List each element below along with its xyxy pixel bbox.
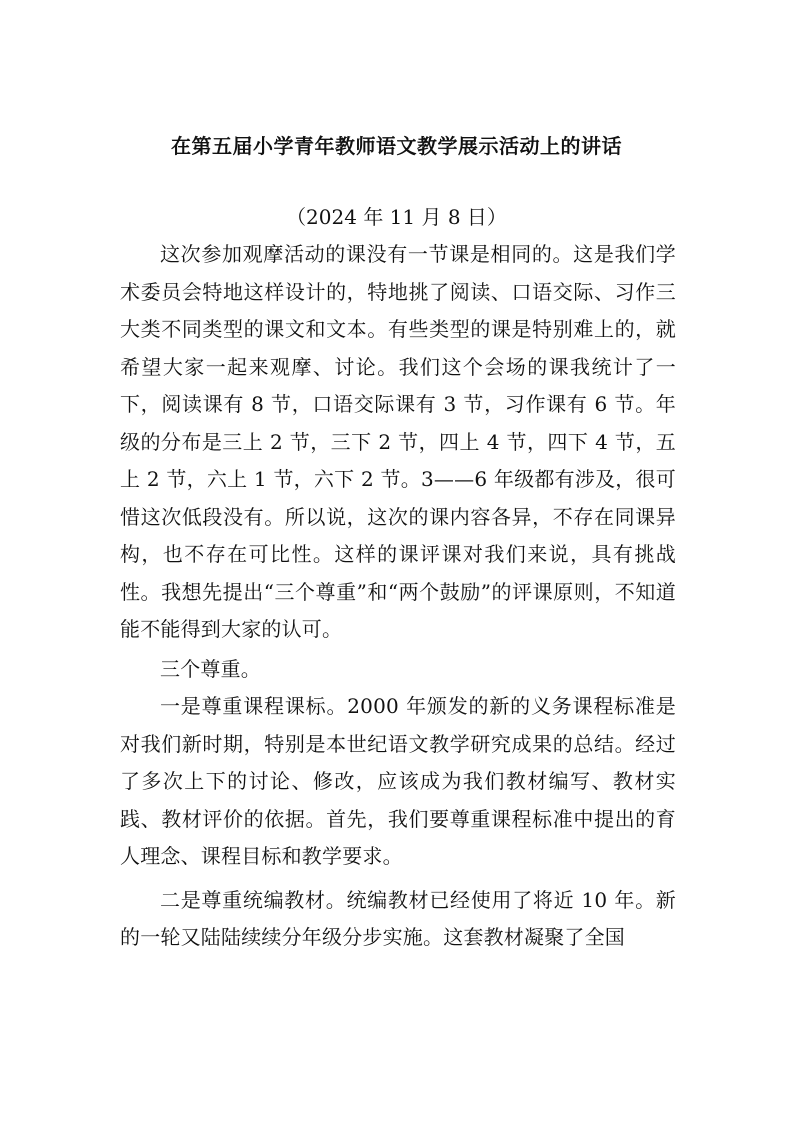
paragraph: 二是尊重统编教材。统编教材已经使用了将近 10 年。新的一轮又陆陆续续分年级分步实施。这套教材凝聚了全国: [120, 887, 676, 949]
document-body: [120, 236, 676, 957]
paragraph: 这次参加观摩活动的课没有一节课是相同的。这是我们学术委员会特地这样设计的，特地挑了阅读、口语交际、习作三大类不同类型的课文和文本。有些类型的课是特别难上的，就希望大家一起来观摩、讨论。我们这个会场的课我统计了一下，阅读课有 8 节，口语交际课有 3 节，习作课有 6 节。年级的分布是三上 2 节，三下 2 节，四上 4 节，四下 4 节，五上 2 节，六上 1 节，六下 2 节。3——6 年级都有涉及，很可惜这次低段没有。所以说，这次的课内容各异，不存在同课异构，也不存在可比性。这样的课评课对我们来说，具有挑战性。我想先提出“三个尊重”和“两个鼓励”的评课原则，不知道能不能得到大家的认可。: [120, 242, 676, 641]
paragraph: 一是尊重课程课标。2000 年颁发的新的义务课程标准是对我们新时期，特别是本世纪语文教学研究成果的总结。经过了多次上下的讨论、修改，应该成为我们教材编写、教材实践、教材评价的依据。首先，我们要尊重课程标准中提出的育人理念、课程目标和教学要求。: [120, 694, 676, 868]
document-date: （2024 年 11 月 8 日）: [286, 205, 507, 229]
document-title: 在第五届小学青年教师语文教学展示活动上的讲话: [171, 134, 622, 158]
section-heading: 三个尊重。: [160, 656, 261, 681]
